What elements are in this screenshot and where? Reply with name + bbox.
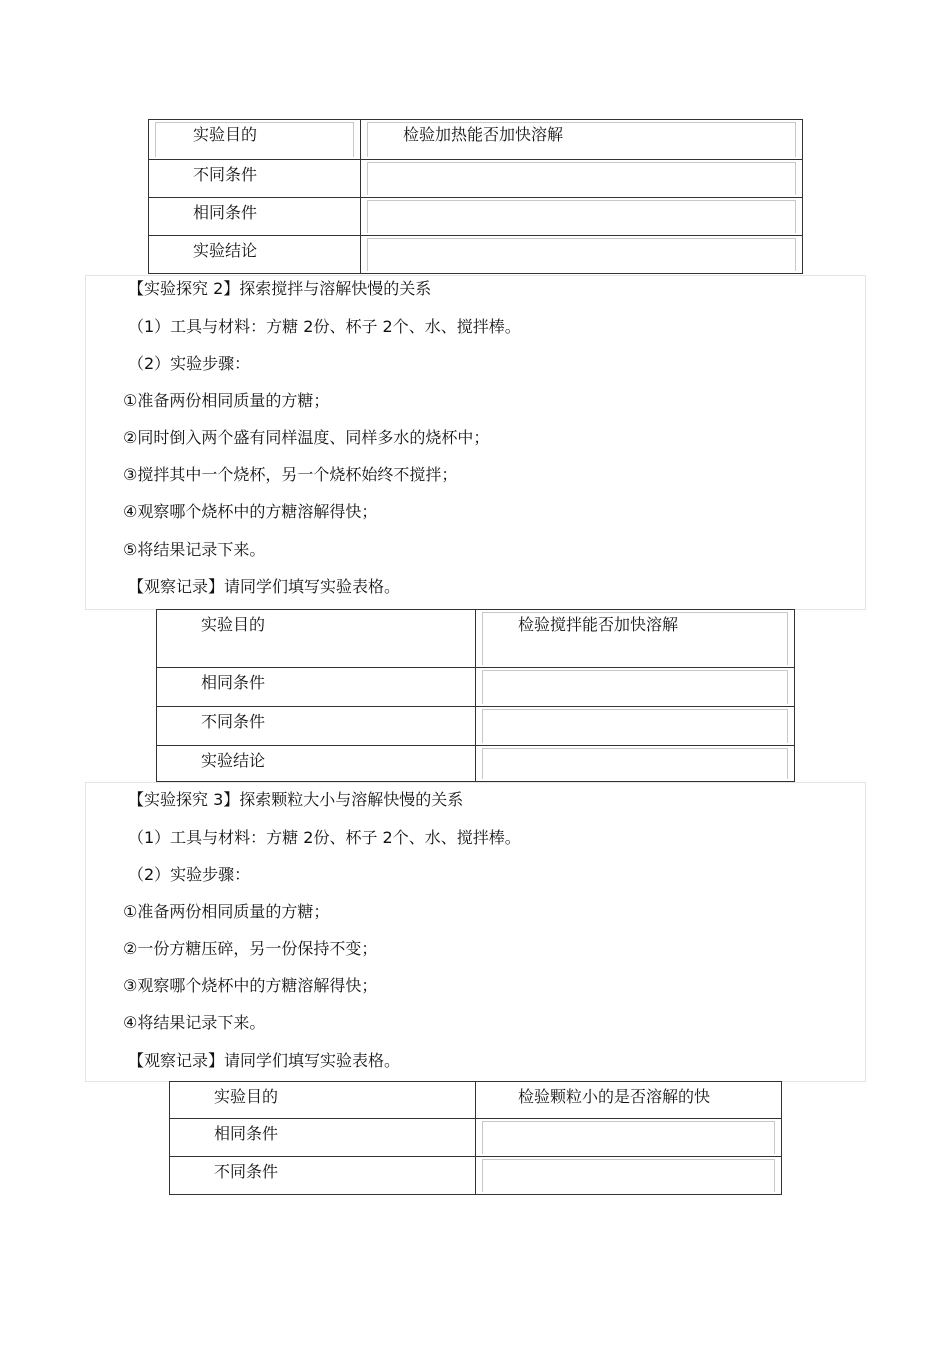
step-item: ①准备两份相同质量的方糖；: [123, 391, 330, 410]
label-cell: [170, 1119, 476, 1157]
section-title: 【实验探究 3】探索颗粒大小与溶解快慢的关系: [128, 790, 464, 809]
label-cell: [149, 198, 361, 236]
section-title: 【实验探究 2】探索搅拌与溶解快慢的关系: [128, 279, 432, 298]
table-row: [170, 1157, 782, 1195]
steps-heading: （2）实验步骤：: [128, 354, 251, 373]
row-label: 实验目的: [201, 615, 266, 634]
table-row: [170, 1082, 782, 1119]
row-label: 相同条件: [214, 1124, 279, 1143]
row-label: 不同条件: [214, 1162, 279, 1181]
row-label: 相同条件: [193, 203, 258, 222]
table-row: [157, 707, 795, 746]
row-label: 实验结论: [201, 751, 266, 770]
value-cell[interactable]: [476, 668, 795, 707]
value-cell[interactable]: [361, 236, 803, 274]
label-cell: [149, 160, 361, 198]
observation-record: 【观察记录】请同学们填写实验表格。: [128, 577, 401, 596]
table-row: [157, 610, 795, 668]
label-cell: [149, 120, 361, 160]
step-item: ②同时倒入两个盛有同样温度、同样多水的烧杯中；: [123, 428, 490, 447]
label-cell: [157, 610, 476, 668]
row-value: 检验搅拌能否加快溶解: [518, 615, 679, 634]
label-cell: [149, 236, 361, 274]
table-row: [149, 120, 803, 160]
row-label: 不同条件: [193, 165, 258, 184]
row-value: 检验加热能否加快溶解: [403, 125, 564, 144]
step-item: ③观察哪个烧杯中的方糖溶解得快；: [123, 976, 378, 995]
row-label: 实验目的: [214, 1087, 279, 1106]
step-item: ④将结果记录下来。: [123, 1013, 266, 1032]
table-row: [157, 668, 795, 707]
value-cell: [476, 610, 795, 668]
table-1: [148, 119, 803, 274]
experiment-3-section: [85, 782, 866, 1082]
row-label: 实验目的: [193, 125, 258, 144]
step-item: ③搅拌其中一个烧杯，另一个烧杯始终不搅拌；: [123, 465, 458, 484]
step-item: ④观察哪个烧杯中的方糖溶解得快；: [123, 502, 378, 521]
row-label: 相同条件: [201, 673, 266, 692]
steps-heading: （2）实验步骤：: [128, 865, 251, 884]
tools-materials: （1）工具与材料：方糖 2份、杯子 2个、水、搅拌棒。: [128, 828, 521, 847]
value-cell: [361, 120, 803, 160]
table-row: [149, 160, 803, 198]
step-item: ①准备两份相同质量的方糖；: [123, 902, 330, 921]
value-cell[interactable]: [476, 1119, 782, 1157]
label-cell: [157, 707, 476, 746]
value-cell[interactable]: [361, 160, 803, 198]
experiment-2-section: [85, 275, 866, 610]
value-cell[interactable]: [476, 1157, 782, 1195]
row-label: 不同条件: [201, 712, 266, 731]
label-cell: [157, 746, 476, 782]
value-cell[interactable]: [476, 707, 795, 746]
table-row: [149, 198, 803, 236]
table-3: [169, 1081, 782, 1195]
table-2: [156, 609, 795, 782]
row-value: 检验颗粒小的是否溶解的快: [518, 1087, 711, 1106]
tools-materials: （1）工具与材料：方糖 2份、杯子 2个、水、搅拌棒。: [128, 317, 521, 336]
label-cell: [157, 668, 476, 707]
value-cell[interactable]: [361, 198, 803, 236]
table-row: [170, 1119, 782, 1157]
step-item: ⑤将结果记录下来。: [123, 540, 266, 559]
observation-record: 【观察记录】请同学们填写实验表格。: [128, 1051, 401, 1070]
row-label: 实验结论: [193, 241, 258, 260]
value-cell[interactable]: [476, 746, 795, 782]
step-item: ②一份方糖压碎，另一份保持不变；: [123, 939, 378, 958]
value-cell: [476, 1082, 782, 1119]
table-row: [149, 236, 803, 274]
table-row: [157, 746, 795, 782]
label-cell: [170, 1082, 476, 1119]
label-cell: [170, 1157, 476, 1195]
